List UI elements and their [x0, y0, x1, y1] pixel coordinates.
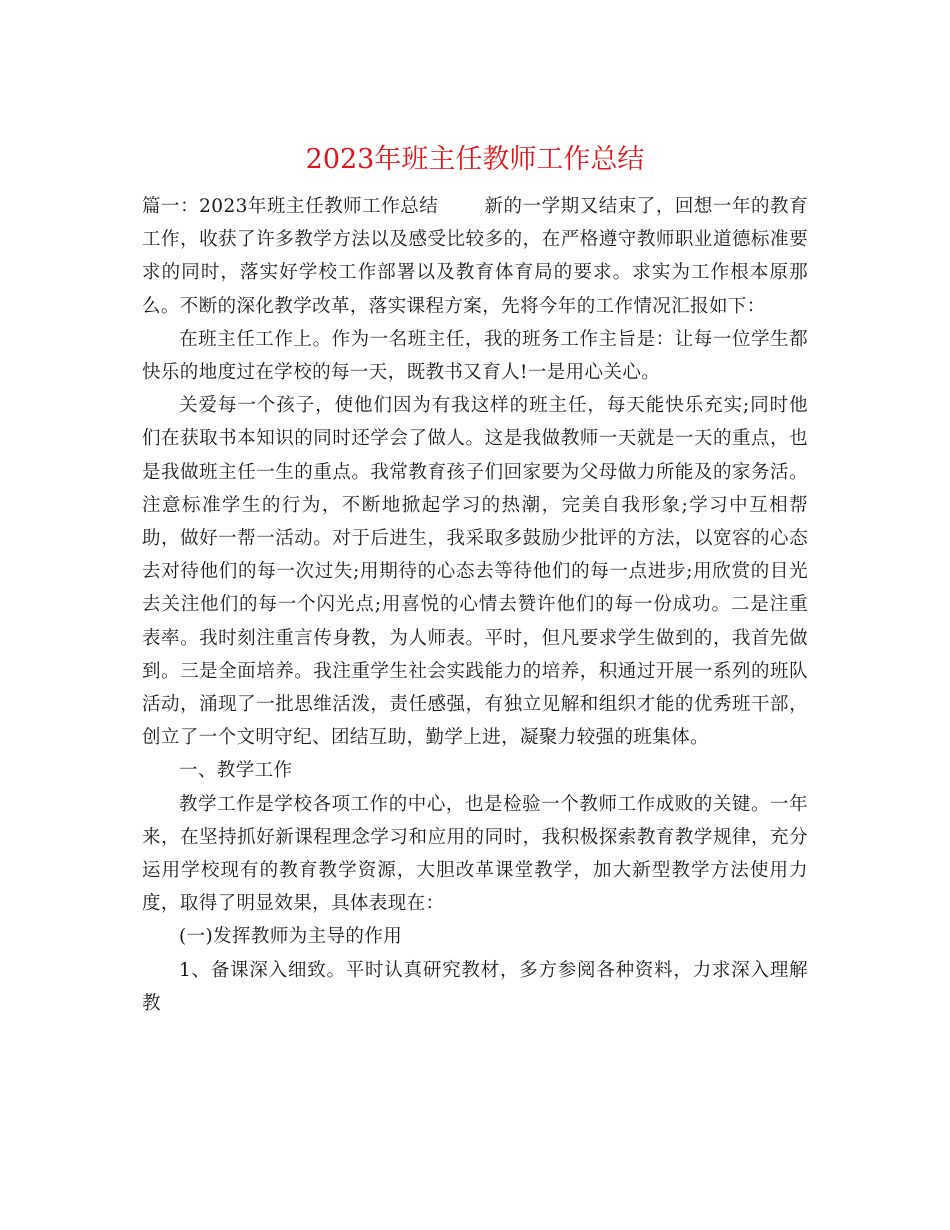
paragraph-caring-students: 关爱每一个孩子，使他们因为有我这样的班主任，每天能快乐充实;同时他们在获取书本知识的同时还学会了做人。这是我做教师一天就是一天的重点，也是我做班主任一生的重点。我常教育孩子们回家要为父母做力所能及的家务活。注意标准学生的行为，不断地掀起学习的热潮，完美自我形象;学习中互相帮助，做好一帮一活动。对于后进生，我采取多鼓励少批评的方法，以宽容的心态去对待他们的每一次过失;用期待的心态去等待他们的每一点进步;用欣赏的目光去关注他们的每一个闪光点;用喜悦的心情去赞许他们的每一份成功。二是注重表率。我时刻注重言传身教，为人师表。平时，但凡要求学生做到的，我首先做到。三是全面培养。我注重学生社会实践能力的培养，积通过开展一系列的班队活动，涌现了一批思维活泼，责任感强，有独立见解和组织才能的优秀班干部，创立了一个文明守纪、团结互助，勤学上进，凝聚力较强的班集体。 — [142, 395, 808, 749]
document-body — [142, 190, 808, 1020]
paragraph-teaching-work: 教学工作是学校各项工作的中心，也是检验一个教师工作成败的关键。一年来，在坚持抓好新课程理念学习和应用的同时，我积极探索教育教学规律，充分运用学校现有的教育教学资源，大胆改革课堂教学，加大新型教学方法使用力度，取得了明显效果，具体表现在： — [142, 793, 808, 915]
paragraph-intro — [142, 190, 808, 323]
paragraph-lesson-preparation: 1、备课深入细致。平时认真研究教材，多方参阅各种资料，力求深入理解教 — [142, 959, 808, 1014]
subsection-heading-teacher-role: (一)发挥教师为主导的作用 — [179, 926, 403, 948]
paragraph-head-teacher-work: 在班主任工作上。作为一名班主任，我的班务工作主旨是：让每一位学生都快乐的地度过在学校的每一天，既教书又育人!一是用心关心。 — [142, 328, 808, 384]
document-title: 2023年班主任教师工作总结 — [305, 144, 645, 175]
paragraph-lead: 篇一：2023年班主任教师工作总结 — [142, 196, 439, 217]
section-heading-teaching-work: 一、教学工作 — [179, 760, 293, 782]
paragraph-text: 新的一学期又结束了，回想一年的教育工作，收获了许多教学方法以及感受比较多的，在严格遵守教师职业道德标准要求的同时，落实好学校工作部署以及教育体育局的要求。求实为工作根本原那么。不断的深化教学改革，落实课程方案，先将今年的工作情况汇报如下： — [142, 196, 808, 317]
